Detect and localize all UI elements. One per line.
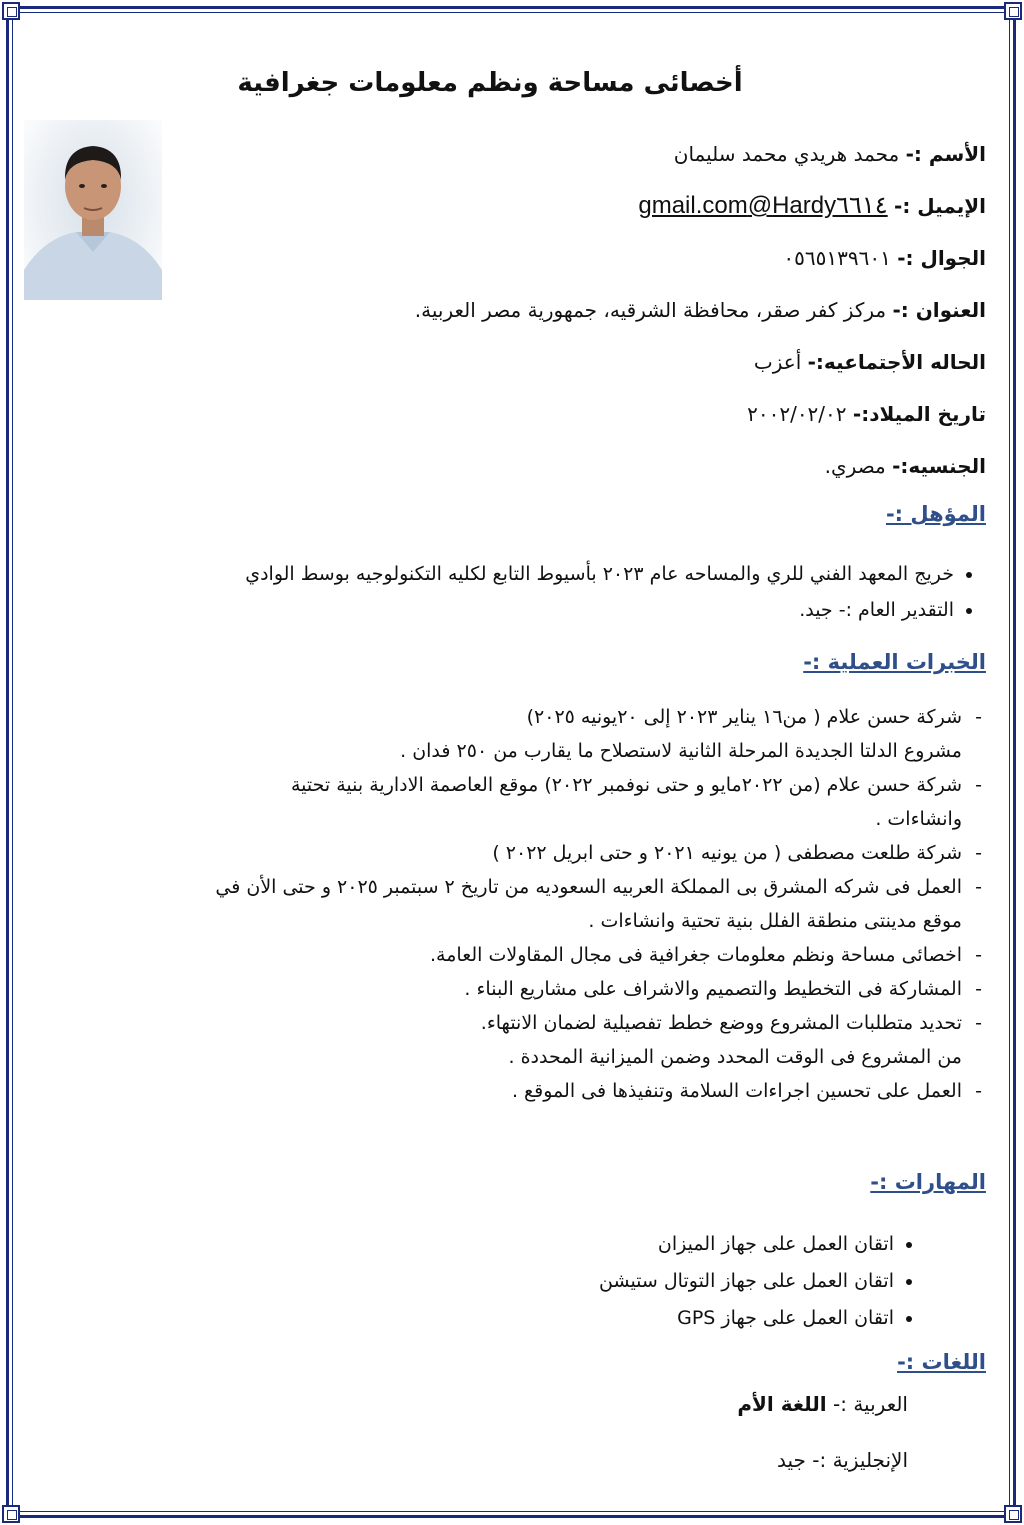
border-corner xyxy=(1004,1505,1022,1523)
list-item: - العمل فى شركه المشرق بى المملكة العربيه السعوديه من تاريخ ٢ سبتمبر ٢٠٢٥ و حتى الأن في xyxy=(46,870,986,904)
list-item: من المشروع فى الوقت المحدد وضمن الميزانية المحددة . xyxy=(508,1046,962,1068)
nationality-row xyxy=(266,440,986,492)
name-row xyxy=(266,128,986,180)
language-arabic-label: العربية :- xyxy=(833,1392,908,1416)
list-item: • خريج المعهد الفني للري والمساحه عام ٢٠٢٣ بأسيوط التابع لكليه التكنولوجيه بوسط الوادي xyxy=(46,556,954,592)
page-title: أخصائى مساحة ونظم معلومات جغرافية xyxy=(237,68,743,98)
list-item: - المشاركة فى التخطيط والتصميم والاشراف على مشاريع البناء . xyxy=(46,972,986,1006)
languages-heading: اللغات :- xyxy=(897,1350,986,1374)
list-item: موقع مدينتى منطقة الفلل بنية تحتية وانشاءات . xyxy=(588,910,962,932)
birth-row xyxy=(266,388,986,440)
skills-list xyxy=(46,1226,986,1337)
qualification-list xyxy=(46,556,986,628)
experience-list xyxy=(46,700,986,1108)
list-item: - العمل على تحسين اجراءات السلامة وتنفيذها فى الموقع . xyxy=(46,1074,986,1108)
list-item: - شركة حسن علام ( من١٦ يناير ٢٠٢٣ إلى ٢٠يونيه ٢٠٢٥) xyxy=(46,700,986,734)
list-item: • اتقان العمل على جهاز GPS xyxy=(46,1300,894,1337)
phone-label: الجوال :- xyxy=(897,246,986,270)
skills-section xyxy=(46,1226,986,1337)
email-link[interactable]: Hardy٦٦١٤@gmail.com xyxy=(638,192,888,219)
qualification-section xyxy=(46,556,986,628)
marital-row xyxy=(266,336,986,388)
address-row xyxy=(266,284,986,336)
list-item: مشروع الدلتا الجديدة المرحلة الثانية لاستصلاح ما يقارب من ٢٥٠ فدان . xyxy=(400,740,962,762)
language-english-label: الإنجليزية :- xyxy=(812,1448,908,1472)
address-label: العنوان :- xyxy=(892,298,986,322)
list-item: - تحديد متطلبات المشروع ووضع خطط تفصيلية لضمان الانتهاء. xyxy=(46,1006,986,1040)
language-english-value: جيد xyxy=(777,1448,806,1472)
cv-page xyxy=(20,20,1004,1505)
border-corner xyxy=(1004,2,1022,20)
list-item: - شركة طلعت مصطفى ( من يونيه ٢٠٢١ و حتى ابريل ٢٠٢٢ ) xyxy=(46,836,986,870)
experience-heading: الخبرات العملية :- xyxy=(803,650,986,674)
qualification-heading: المؤهل :- xyxy=(885,502,986,526)
name-value: محمد هريدي محمد سليمان xyxy=(673,142,900,166)
list-item: - شركة حسن علام (من ٢٠٢٢مايو و حتى نوفمبر ٢٠٢٢) موقع العاصمة الادارية بنية تحتية xyxy=(46,768,986,802)
phone-value: ٠٥٦٥١٣٩٦٠١ xyxy=(783,246,891,270)
skills-heading: المهارات :- xyxy=(870,1170,986,1194)
language-english xyxy=(777,1448,908,1472)
email-label: الإيميل :- xyxy=(894,194,986,218)
address-value: مركز كفر صقر، محافظة الشرقيه، جمهورية مصر العربية. xyxy=(414,298,887,322)
list-item: - اخصائى مساحة ونظم معلومات جغرافية فى مجال المقاولات العامة. xyxy=(46,938,986,972)
border-corner xyxy=(2,2,20,20)
profile-photo xyxy=(24,120,162,300)
list-item: وانشاءات . xyxy=(875,808,962,830)
nationality-label: الجنسيه:- xyxy=(892,454,986,478)
marital-label: الحاله الأجتماعيه:- xyxy=(807,350,986,374)
name-label: الأسم :- xyxy=(905,142,986,166)
language-arabic xyxy=(737,1392,908,1416)
birth-label: تاريخ الميلاد:- xyxy=(852,402,986,426)
list-item: • التقدير العام :- جيد. xyxy=(46,592,954,628)
list-item: • اتقان العمل على جهاز التوتال ستيشن xyxy=(46,1263,894,1300)
language-arabic-value: اللغة الأم xyxy=(737,1392,827,1416)
experience-section xyxy=(46,700,986,1108)
nationality-value: مصري. xyxy=(824,454,886,478)
marital-value: أعزب xyxy=(753,350,802,374)
person-portrait-icon xyxy=(24,120,162,300)
birth-value: ٢٠٠٢/٠٢/٠٢ xyxy=(747,402,847,426)
email-row xyxy=(266,180,986,232)
phone-row xyxy=(266,232,986,284)
list-item: • اتقان العمل على جهاز الميزان xyxy=(46,1226,894,1263)
personal-info xyxy=(266,128,986,492)
border-corner xyxy=(2,1505,20,1523)
